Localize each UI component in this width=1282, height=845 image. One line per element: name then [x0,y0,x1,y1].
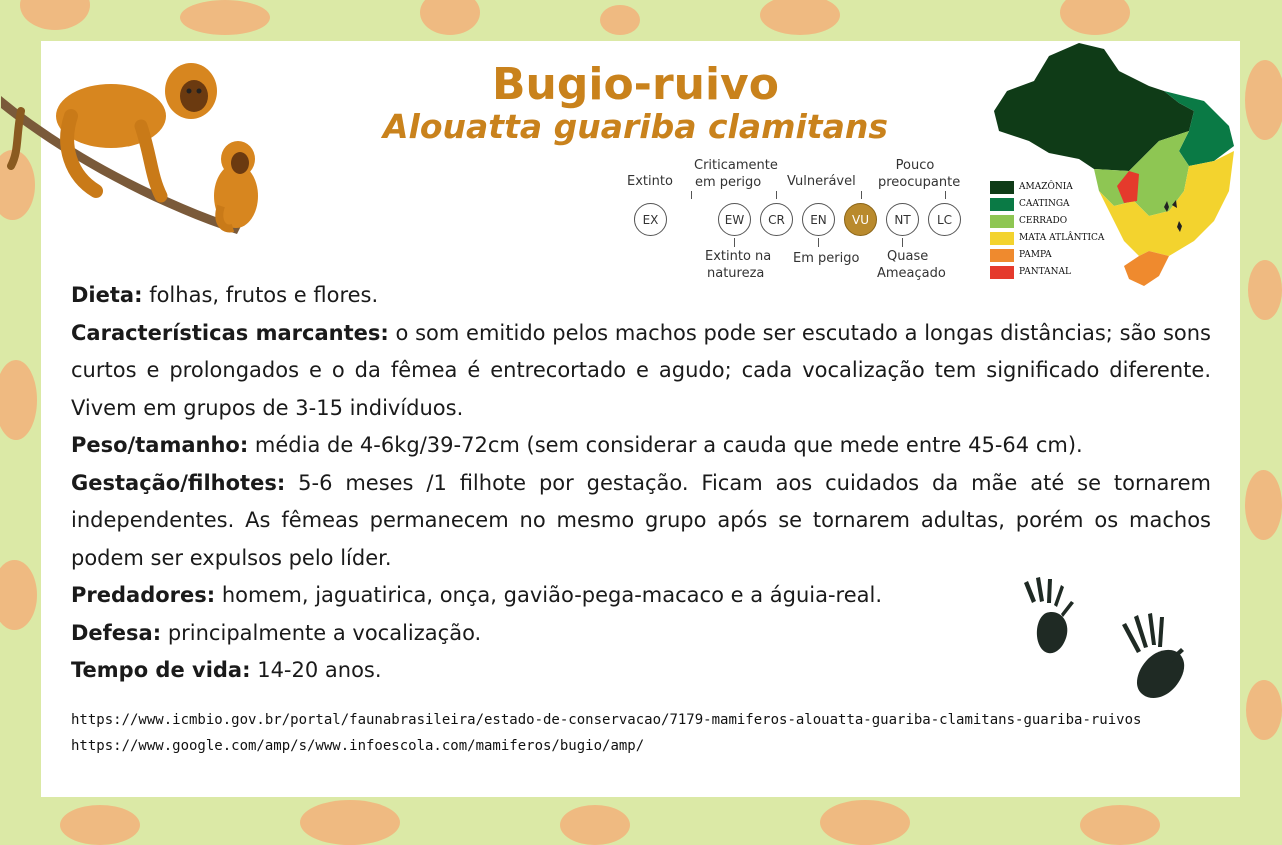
bg-blob [820,800,910,845]
legend-label: PAMPA [1019,250,1052,260]
label-extinto-natureza-line1: Extinto na [705,249,772,264]
fact-label: Características marcantes [71,320,381,345]
tick [861,191,862,199]
bg-blob [420,0,480,35]
label-extinto-natureza-line2: natureza [707,266,765,281]
fact-text: principalmente a vocalização. [167,620,482,645]
conservation-status-scale [621,156,981,286]
label-em-perigo: Em perigo [793,251,860,266]
handprints-icon [1006,573,1196,713]
legend-label: CAATINGA [1019,199,1070,209]
references [71,707,1141,759]
fact-text: folhas, frutos e flores. [149,283,379,307]
fact-label: Dieta [71,283,135,307]
fact-defesa: Defesa: principalmente a vocalização. [71,620,482,645]
bg-blob [180,0,270,35]
fact-text: o som emitido pelos machos pode ser escutado a longas distâncias; são sons curtos e prolongados e o da fêmea é entrecortado e agudo; cada vocalização tem significado diferente. Vivem em grupos de 3-15 indivíduos. [71,320,1211,420]
label-criticamente-line2: em perigo [695,175,762,190]
bg-blob [1245,470,1282,540]
legend-label: PANTANAL [1019,267,1071,277]
status-lc: LC [928,203,961,236]
label-quase-line2: Ameaçado [877,266,946,281]
fact-label: Defesa [71,620,153,645]
status-en: EN [802,203,835,236]
legend-label: AMAZÔNIA [1019,182,1073,192]
fact-label: Peso/tamanho [71,433,240,457]
tick [691,191,692,199]
bg-blob [0,360,37,440]
fact-label: Gestação/filhotes [71,470,277,495]
reference-link[interactable]: https://www.icmbio.gov.br/portal/faunabrasileira/estado-de-conservacao/7179-mamiferos-alouatta-guariba-clamitans-guariba-ruivos [71,712,1142,728]
fact-predadores: Predadores: homem, jaguatirica, onça, gavião-pega-macaco e a águia-real. [71,583,883,607]
tick [945,191,946,199]
legend-swatch [990,249,1014,262]
bg-blob [600,5,640,35]
page-title: Bugio-ruivo [492,59,779,110]
legend-label: MATA ATLÂNTICA [1019,233,1105,243]
tick [776,191,777,199]
fact-tempo-vida: Tempo de vida: 14-20 anos. [71,658,382,682]
bg-blob [560,805,630,845]
legend-swatch [990,181,1014,194]
legend-swatch [990,198,1014,211]
tick [734,238,735,247]
tick [818,238,819,247]
status-nt: NT [886,203,919,236]
fact-text: média de 4-6kg/39-72cm (sem considerar a cauda que mede entre 45-64 cm). [254,433,1083,457]
info-card [41,41,1240,797]
bg-blob [1060,0,1130,35]
bg-blob [1080,805,1160,845]
fact-caracteristicas: Características marcantes: o som emitido pelos machos pode ser escutado a longas distâncias; são sons curtos e prolongados e o da fêmea é entrecortado e agudo; cada vocalização tem significado diferente. Vivem em grupos de 3-15 indivíduos. [71,320,1211,420]
bg-blob [0,560,37,630]
fact-text: 5-6 meses /1 filhote por gestação. Ficam aos cuidados da mãe até se tornarem independentes. As fêmeas permanecem no mesmo grupo após se tornarem adultas, porém os machos podem ser expulsos pelo líder. [71,470,1211,570]
reference-link[interactable]: https://www.google.com/amp/s/www.infoescola.com/mamiferos/bugio/amp/ [71,738,645,754]
scientific-name: Alouatta guariba clamitans [383,107,888,146]
fact-label: Tempo de vida [71,658,243,682]
fact-gestacao: Gestação/filhotes: 5-6 meses /1 filhote por gestação. Ficam aos cuidados da mãe até se tornarem independentes. As fêmeas permanecem no mesmo grupo após se tornarem adultas, porém os machos podem ser expulsos pelo líder. [71,470,1211,570]
bg-blob [1248,260,1282,320]
fact-text: 14-20 anos. [257,658,382,682]
label-pouco-line2: preocupante [878,175,961,190]
legend-swatch [990,215,1014,228]
bg-blob [760,0,840,35]
fact-dieta: Dieta: folhas, frutos e flores. [71,283,379,307]
bg-blob [20,0,90,30]
bg-blob [60,805,140,845]
legend-swatch [990,232,1014,245]
label-vulneravel: Vulnerável [787,174,856,189]
fact-text: homem, jaguatirica, onça, gavião-pega-macaco e a águia-real. [221,583,883,607]
fact-label: Predadores [71,583,207,607]
status-ex: EX [634,203,667,236]
bg-blob [1246,680,1282,740]
label-extinto: Extinto [627,174,673,189]
legend-label: CERRADO [1019,216,1068,226]
fact-peso: Peso/tamanho: média de 4-6kg/39-72cm (sem considerar a cauda que mede entre 45-64 cm). [71,433,1083,457]
status-vu-active: VU [844,203,877,236]
tick [902,238,903,247]
status-cr: CR [760,203,793,236]
label-quase-line1: Quase [887,249,929,264]
status-ew: EW [718,203,751,236]
label-criticamente-line1: Criticamente [694,158,778,173]
bg-blob [1245,60,1282,140]
label-pouco-line1: Pouco [895,158,935,173]
bg-blob [300,800,400,845]
